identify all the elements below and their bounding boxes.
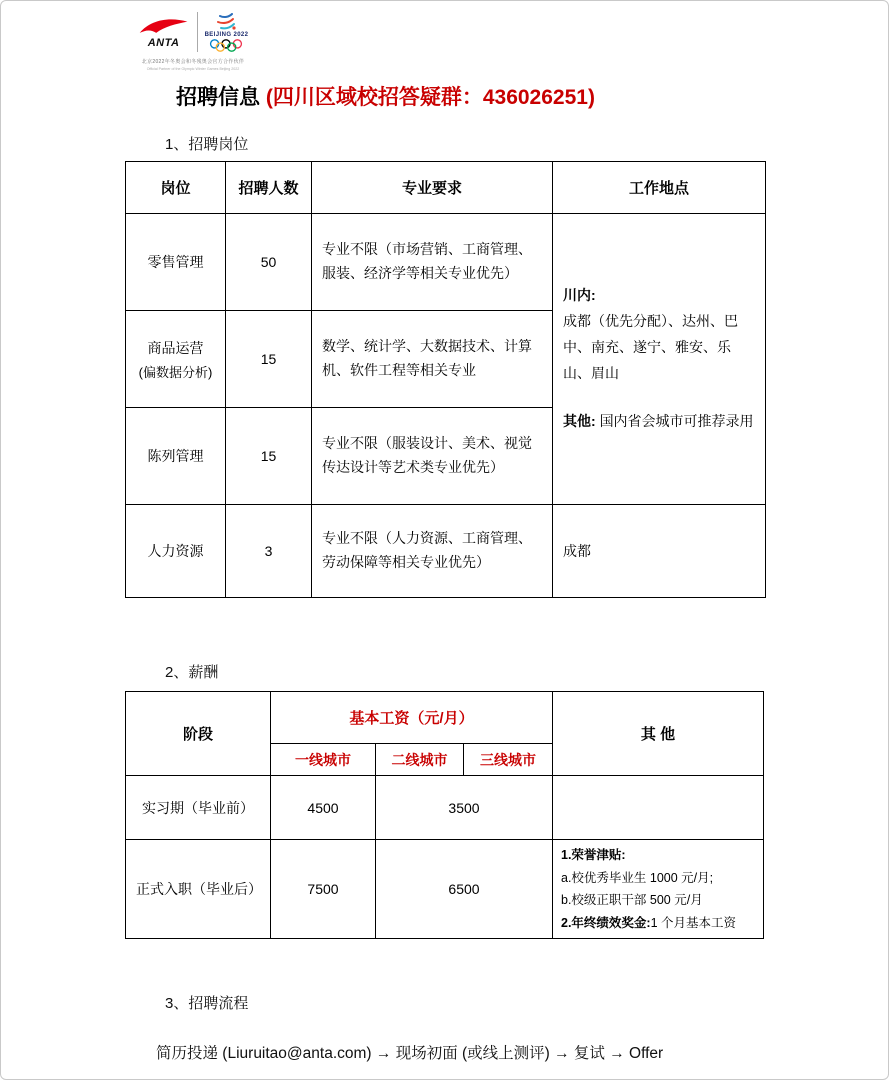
position-name — [126, 311, 226, 408]
anta-logo — [138, 15, 190, 49]
logo-divider — [197, 12, 198, 52]
col-header-position: 岗位 — [126, 162, 226, 214]
col-header-location: 工作地点 — [553, 162, 766, 214]
page-title-main: 招聘信息 — [176, 86, 260, 109]
salary-tier1-value: 7500 — [271, 840, 376, 939]
benefit-bonus-line — [561, 912, 755, 935]
col-header-tier2-city: 二线城市 — [376, 744, 464, 776]
position-count: 3 — [226, 505, 312, 598]
salary-table — [125, 691, 764, 939]
recruitment-flow-text: 简历投递 (Liuruitao@anta.com) → 现场初面 (或线上测评) → 复试 → Offer — [156, 1045, 664, 1062]
position-name: 陈列管理 — [126, 408, 226, 505]
header-logo — [129, 9, 257, 71]
beijing-wordmark: BEIJING 2022 — [204, 31, 249, 38]
table-row — [126, 840, 764, 939]
beijing-2022-logo — [205, 13, 249, 52]
section-heading-process: 3、招聘流程 — [165, 995, 249, 1012]
section-heading-positions: 1、招聘岗位 — [165, 136, 249, 153]
positions-table-header — [126, 162, 766, 214]
location-merged-cell — [553, 214, 766, 505]
col-header-tier1-city: 一线城市 — [271, 744, 376, 776]
position-major: 专业不限（人力资源、工商管理、劳动保障等相关专业优先） — [312, 505, 553, 598]
location-region-cities: 成都（优先分配）、达州、巴中、南充、遂宁、雅安、乐山、眉山 — [563, 313, 738, 381]
page-title-group-info: (四川区域校招答疑群：436026251) — [265, 86, 595, 109]
table-row — [126, 214, 766, 311]
position-count: 50 — [226, 214, 312, 311]
benefit-bonus-label: 2.年终绩效奖金: — [561, 915, 651, 930]
salary-stage: 正式入职（毕业后） — [126, 840, 271, 939]
col-header-base-salary: 基本工资（元/月） — [271, 692, 553, 744]
col-header-headcount: 招聘人数 — [226, 162, 312, 214]
logo-caption-cn: 北京2022年冬奥会和冬残奥会官方合作伙伴 — [141, 59, 245, 65]
section-heading-salary: 2、薪酬 — [165, 664, 219, 681]
salary-tier1-value: 4500 — [271, 776, 376, 840]
col-header-stage: 阶段 — [126, 692, 271, 776]
salary-tier23-value: 6500 — [376, 840, 553, 939]
location-other-text: 国内省会城市可推荐录用 — [599, 412, 754, 429]
col-header-major: 专业要求 — [312, 162, 553, 214]
benefit-honor-a: a.校优秀毕业生 1000 元/月; — [561, 870, 714, 885]
salary-stage: 实习期（毕业前） — [126, 776, 271, 840]
beijing-emblem-icon — [213, 13, 239, 31]
col-header-other: 其 他 — [553, 692, 764, 776]
position-count: 15 — [226, 311, 312, 408]
logo-caption — [129, 59, 257, 71]
position-name-sub: (偏数据分析) — [138, 364, 213, 380]
location-region-label: 川内: — [563, 287, 596, 304]
salary-other-empty-cell — [553, 776, 764, 840]
table-row — [126, 776, 764, 840]
position-name: 人力资源 — [126, 505, 226, 598]
anta-wordmark: ANTA — [147, 37, 180, 49]
location-cell: 成都 — [553, 505, 766, 598]
benefit-honor-label: 1.荣誉津贴: — [561, 848, 626, 862]
anta-swoosh-icon — [138, 15, 190, 37]
benefit-bonus-text: 1 个月基本工资 — [650, 915, 737, 930]
position-count: 15 — [226, 408, 312, 505]
salary-table-header-1 — [126, 692, 764, 744]
salary-tier23-value: 3500 — [376, 776, 553, 840]
olympic-rings-icon — [208, 39, 244, 52]
position-major: 数学、统计学、大数据技术、计算机、软件工程等相关专业 — [312, 311, 553, 408]
col-header-tier3-city: 三线城市 — [464, 744, 553, 776]
position-name-main: 商品运营 — [147, 339, 204, 356]
logo-caption-en: Official Partner of the Olympic Winter Games Beijing 2022 — [146, 65, 240, 71]
position-major: 专业不限（服装设计、美术、视觉传达设计等艺术类专业优先） — [312, 408, 553, 505]
benefit-honor-b: b.校级正职干部 500 元/月 — [561, 893, 703, 907]
location-other-label: 其他: — [563, 412, 596, 429]
table-row — [126, 505, 766, 598]
page-title — [176, 81, 595, 111]
positions-table — [125, 161, 766, 598]
salary-benefits-cell — [553, 840, 764, 939]
position-major: 专业不限（市场营销、工商管理、服装、经济学等相关专业优先） — [312, 214, 553, 311]
position-name: 零售管理 — [126, 214, 226, 311]
